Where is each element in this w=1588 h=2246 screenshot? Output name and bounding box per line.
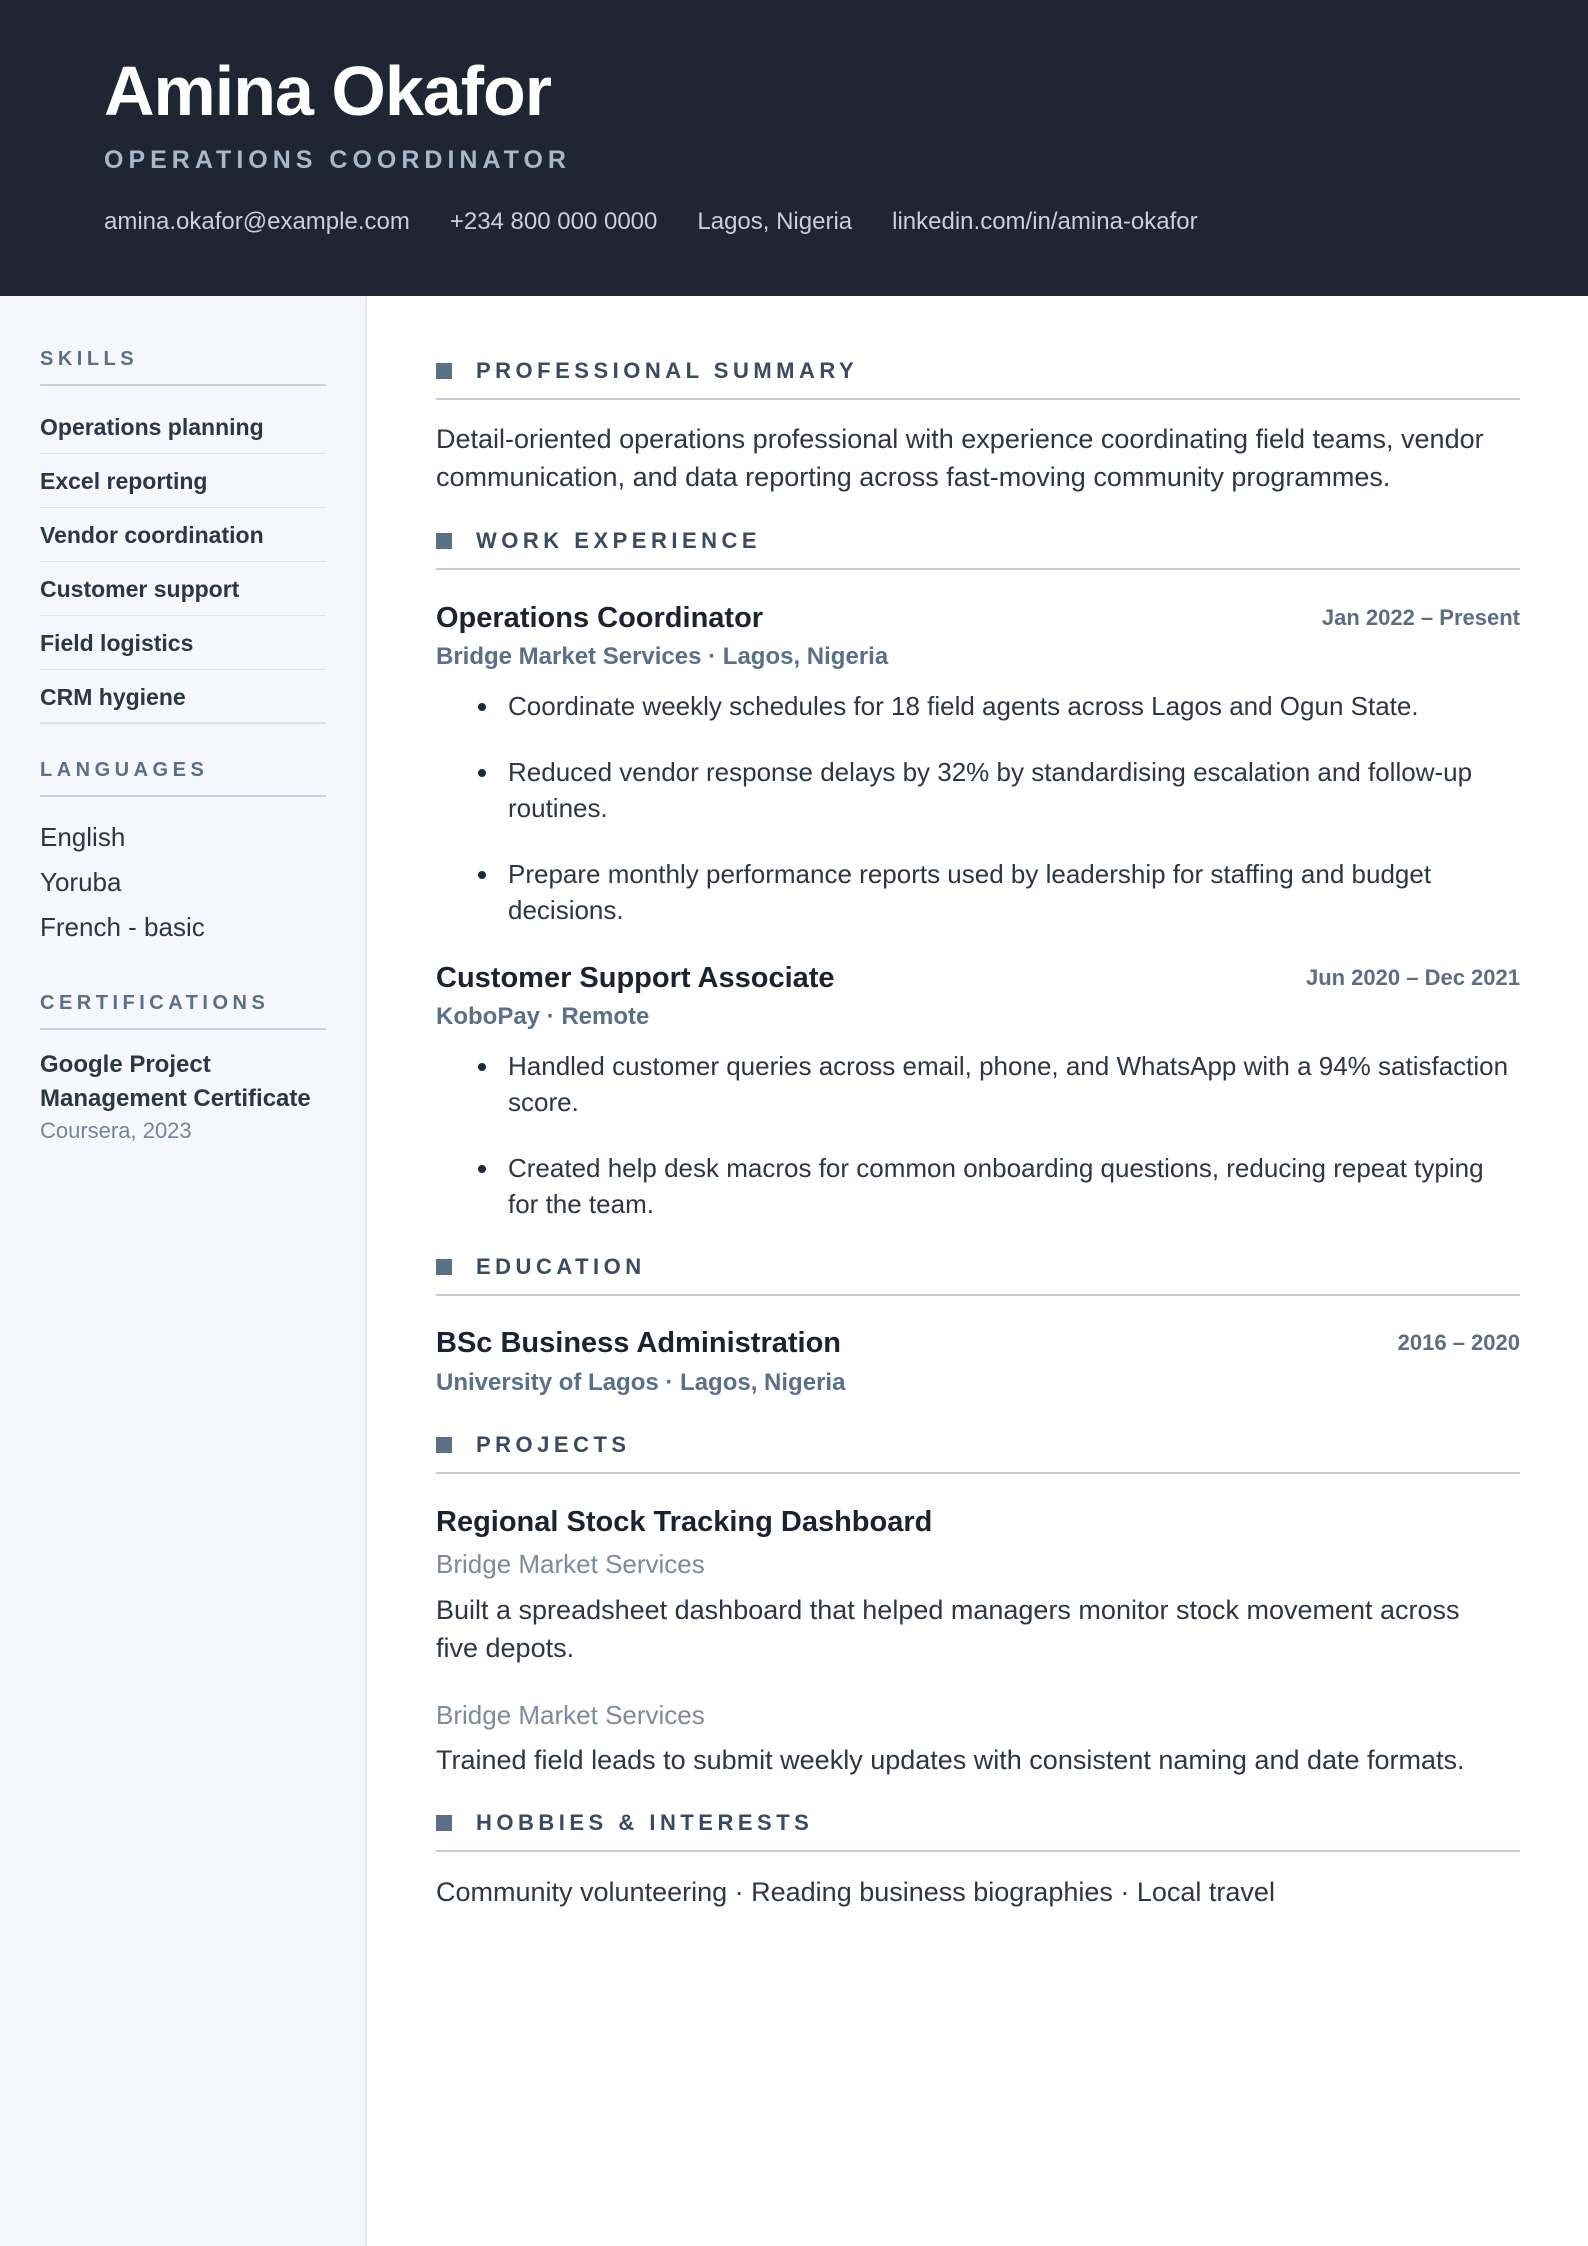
job-dates: Jan 2022 – Present (1321, 605, 1520, 630)
section-marker-icon (436, 533, 452, 549)
job-bullet: Created help desk macros for common onboarding questions, reducing repeat typing for the team. (436, 1150, 1520, 1222)
certification-title: Google Project Management Certificate (40, 1051, 311, 1112)
skill-item: Operations planning (40, 400, 326, 454)
project-description: Trained field leads to submit weekly updates with consistent naming and date formats. (436, 1745, 1465, 1775)
section-marker-icon (436, 363, 452, 379)
languages-list (40, 820, 205, 955)
job-bullets (436, 688, 1520, 958)
hobbies-text: Community volunteering · Reading business biographies · Local travel (436, 1877, 1275, 1907)
resume-header (0, 0, 1588, 296)
job-bullet: Coordinate weekly schedules for 18 field agents across Lagos and Ogun State. (436, 688, 1520, 724)
job-dates: Jun 2020 – Dec 2021 (1305, 965, 1520, 990)
skill-item: Field logistics (40, 616, 326, 670)
candidate-name: Amina Okafor (104, 52, 551, 130)
section-heading-education (436, 1252, 1520, 1296)
summary-text: Detail-oriented operations professional with experience coordinating field teams, vendor communication, and data reporting across fast-moving community programmes. (436, 424, 1484, 492)
skills-list (40, 400, 326, 724)
section-marker-icon (436, 1437, 452, 1453)
degree-title: BSc Business Administration (436, 1327, 842, 1359)
job-title: Operations Coordinator (436, 602, 764, 634)
contact-location: Lagos, Nigeria (697, 208, 853, 235)
skill-item: Vendor coordination (40, 508, 326, 562)
job-organization: Bridge Market Services · Lagos, Nigeria (436, 643, 889, 670)
section-title: WORK EXPERIENCE (476, 528, 762, 553)
project-organization: Bridge Market Services (436, 1549, 705, 1579)
section-heading-experience (436, 526, 1520, 570)
section-title: PROJECTS (476, 1432, 631, 1457)
language-item: English (40, 822, 126, 852)
contact-email: amina.okafor@example.com (104, 208, 410, 235)
candidate-role: OPERATIONS COORDINATOR (104, 146, 571, 174)
section-heading-projects (436, 1430, 1520, 1474)
section-title: HOBBIES & INTERESTS (476, 1810, 814, 1835)
contact-info (104, 206, 1198, 238)
project-title: Regional Stock Tracking Dashboard (436, 1506, 933, 1538)
education-dates: 2016 – 2020 (1397, 1330, 1520, 1355)
skill-item: CRM hygiene (40, 670, 326, 724)
school-name: University of Lagos · Lagos, Nigeria (436, 1369, 846, 1396)
language-item: Yoruba (40, 867, 122, 897)
section-title: PROFESSIONAL SUMMARY (476, 358, 859, 383)
skill-item: Excel reporting (40, 454, 326, 508)
language-item: French - basic (40, 912, 205, 942)
section-marker-icon (436, 1815, 452, 1831)
contact-phone: +234 800 000 0000 (449, 208, 658, 235)
job-bullet: Reduced vendor response delays by 32% by standardising escalation and follow-up routines. (436, 754, 1520, 826)
languages-heading: LANGUAGES (40, 757, 326, 797)
job-bullet: Handled customer queries across email, phone, and WhatsApp with a 94% satisfaction score. (436, 1048, 1520, 1120)
contact-linkedin: linkedin.com/in/amina-okafor (892, 208, 1198, 235)
certifications-heading: CERTIFICATIONS (40, 990, 326, 1030)
job-bullet: Prepare monthly performance reports used by leadership for staffing and budget decisions. (436, 856, 1520, 928)
section-heading-hobbies (436, 1808, 1520, 1852)
job-title: Customer Support Associate (436, 962, 835, 994)
section-title: EDUCATION (476, 1254, 646, 1279)
job-bullets (436, 1048, 1520, 1252)
section-marker-icon (436, 1259, 452, 1275)
skill-item: Customer support (40, 562, 326, 616)
job-organization: KoboPay · Remote (436, 1003, 650, 1030)
certification-issuer: Coursera, 2023 (40, 1118, 192, 1143)
project-description: Built a spreadsheet dashboard that helped managers monitor stock movement across five depots. (436, 1595, 1460, 1663)
skills-heading: SKILLS (40, 346, 326, 386)
section-heading-summary (436, 356, 1520, 400)
project-organization: Bridge Market Services (436, 1700, 705, 1730)
